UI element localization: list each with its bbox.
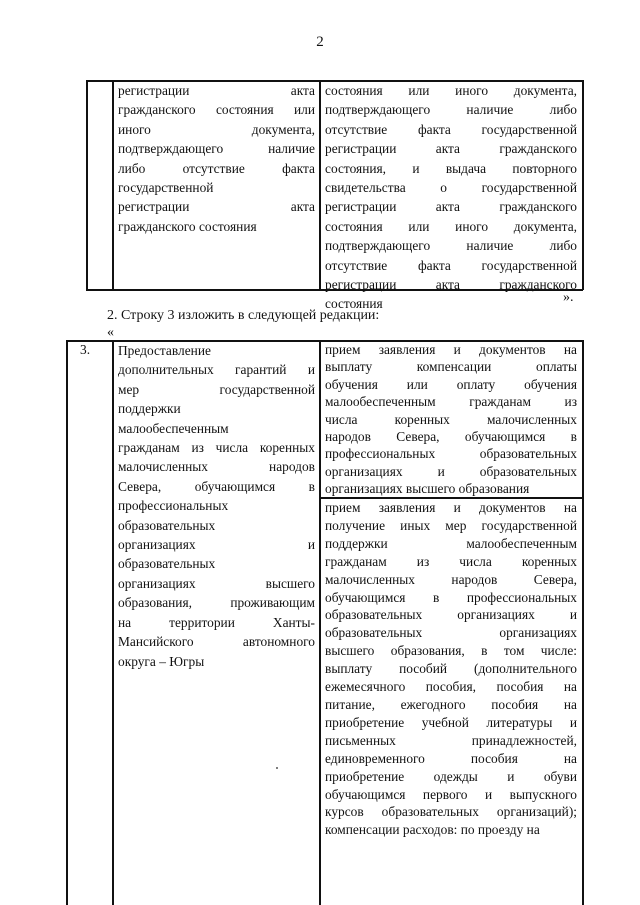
text-line: гражданам из числа коренных [325, 553, 577, 569]
text-line: курсов образовательных организаций); [325, 804, 577, 820]
text-line: единовременного пособия на [325, 750, 577, 766]
text-line: регистрации акта гражданского [325, 277, 577, 293]
text-line: подтверждающего наличие [118, 141, 315, 157]
text-line: состояния, и выдача повторного [325, 160, 577, 176]
table1-col3-text [325, 81, 577, 314]
text-line: подтверждающего наличие либо [325, 102, 577, 118]
instruction-text: 2. Строку 3 изложить в следующей редакции: [107, 308, 380, 323]
text-line: мер государственной [118, 381, 315, 397]
text-line: питание, ежегодного пособия на [325, 696, 577, 712]
table1-left-border [86, 80, 88, 290]
table2-left-border [66, 340, 68, 905]
close-quote: ». [563, 290, 574, 305]
text-line: гражданского состояния [118, 218, 257, 234]
table2-col2-text [118, 341, 315, 671]
text-line: состояния или иного документа, [325, 83, 577, 98]
text-line: образования, проживающим [118, 595, 315, 611]
text-line: дополнительных гарантий и [118, 362, 315, 378]
table2-right-border [582, 340, 584, 905]
text-line: поддержки [118, 401, 181, 417]
text-line: профессиональных [118, 498, 229, 514]
table1-right-border [582, 80, 584, 290]
table2-col3-lower-text [325, 499, 577, 839]
text-line: народов Севера, обучающимся в [325, 429, 577, 445]
text-line: обучающимся первого и выпускного [325, 786, 577, 802]
text-line: Севера, обучающимся в [118, 478, 315, 494]
table1-divider-1 [112, 80, 114, 290]
table2-divider-1 [112, 340, 114, 905]
table1-col2-text [118, 81, 315, 236]
text-line: гражданского состояния или [118, 102, 315, 118]
text-line: организациях высшего [118, 575, 315, 591]
text-line: состояния или иного документа, [325, 218, 577, 234]
text-line: профессиональных образовательных [325, 446, 577, 462]
text-line: малочисленных народов [118, 459, 315, 475]
text-line: малообеспеченным [118, 420, 229, 436]
text-line: компенсации расходов: по проезду на [325, 822, 540, 838]
text-line: образовательных [118, 556, 216, 572]
text-line: приобретение одежды и обуви [325, 768, 577, 784]
scan-speck [276, 767, 278, 769]
text-line: организациях и [118, 537, 315, 553]
text-line: подтверждающего наличие либо [325, 238, 577, 254]
text-line: организациях высшего образования [325, 481, 530, 497]
text-line: выплату пособий (дополнительного [325, 661, 577, 677]
text-line: образовательных организациях [325, 625, 577, 641]
text-line: регистрации акта гражданского [325, 141, 577, 157]
text-line: обучения или оплату обучения [325, 376, 577, 392]
text-line: ежемесячного пособия, пособия на [325, 679, 577, 695]
page-number: 2 [316, 34, 324, 50]
text-line: малообеспеченным гражданам из [325, 394, 577, 410]
text-line: приобретение учебной литературы и [325, 714, 577, 730]
text-line: Предоставление [118, 343, 211, 358]
text-line: округа – Югры [118, 653, 205, 669]
text-line: отсутствие факта государственной [325, 121, 577, 137]
text-line: обучающимся в профессиональных [325, 589, 577, 605]
table1-divider-2 [319, 80, 321, 290]
text-line: на территории Ханты- [118, 614, 315, 630]
text-line: либо отсутствие факта [118, 160, 315, 176]
text-line: иного документа, [118, 121, 315, 137]
row-number: 3. [80, 342, 91, 357]
text-line: регистрации акта [118, 83, 315, 98]
text-line: получение иных мер государственной [325, 517, 577, 533]
table2-divider-2 [319, 340, 321, 905]
text-line: малочисленных народов Севера, [325, 571, 577, 587]
text-line: государственной [118, 180, 214, 196]
text-line: отсутствие факта государственной [325, 257, 577, 273]
open-quote: « [107, 325, 114, 340]
text-line: письменных принадлежностей, [325, 732, 577, 748]
text-line: образовательных организациях и [325, 607, 577, 623]
text-line: гражданам из числа коренных [118, 440, 315, 456]
text-line: состояния [325, 296, 383, 312]
text-line: образовательных [118, 517, 216, 533]
table2-col3-upper-text [325, 341, 577, 498]
text-line: выплату компенсации оплаты [325, 359, 577, 375]
text-line: числа коренных малочисленных [325, 411, 577, 427]
text-line: регистрации акта гражданского [325, 199, 577, 215]
text-line: прием заявления и документов на [325, 342, 577, 357]
text-line: поддержки малообеспеченным [325, 535, 577, 551]
text-line: прием заявления и документов на [325, 500, 577, 515]
text-line: свидетельства о государственной [325, 180, 577, 196]
text-line: организациях и образовательных [325, 463, 577, 479]
text-line: регистрации акта [118, 199, 315, 215]
text-line: высшего образования, в том числе: [325, 643, 577, 659]
text-line: Мансийского автономного [118, 634, 315, 650]
